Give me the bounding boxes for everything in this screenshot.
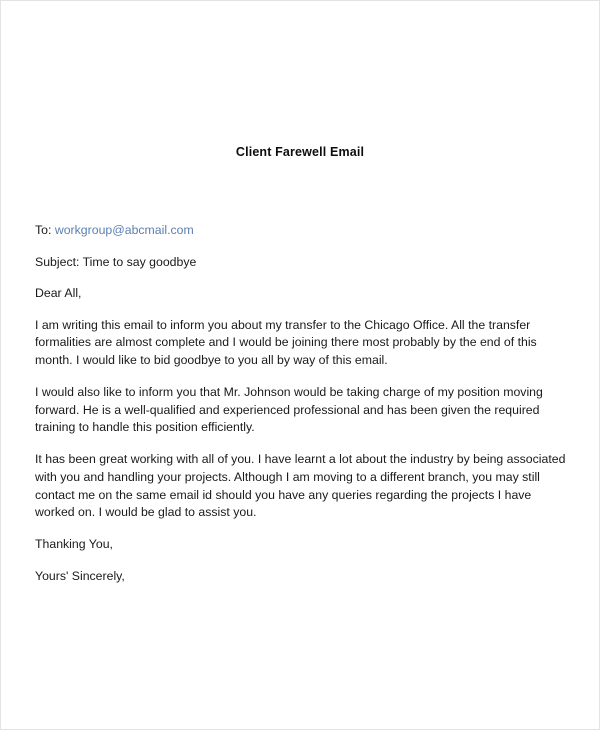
page-title: Client Farewell Email <box>235 145 365 159</box>
subject-field: Subject: Time to say goodbye <box>35 254 197 269</box>
body-paragraph-2: I would also like to inform you that Mr. Johnson would be taking charge of my position moving forward. He is a well-qualified and experienced professional and has been given the required training to handle this position efficiently. <box>35 385 543 435</box>
closing-signoff: Yours' Sincerely, <box>35 568 125 583</box>
recipient-email-link[interactable]: workgroup@abcmail.com <box>54 223 194 237</box>
closing-thanks: Thanking You, <box>35 537 113 552</box>
to-field <box>35 222 567 240</box>
body-paragraph-3: It has been great working with all of you. I have learnt a lot about the industry by being associated with you and handling your projects. Although I am moving to a different branch, you may still contact me on the same email id should you have any queries regarding the projects I have worked on. I would be glad to assist you. <box>35 452 566 520</box>
to-label: To: <box>35 223 52 237</box>
body-paragraph-1: I am writing this email to inform you about my transfer to the Chicago Office. All the transfer formalities are almost complete and I would be joining there most probably by the end of this month. I would like to bid goodbye to you all by way of this email. <box>35 317 537 367</box>
salutation: Dear All, <box>35 286 82 301</box>
email-body <box>35 222 567 585</box>
